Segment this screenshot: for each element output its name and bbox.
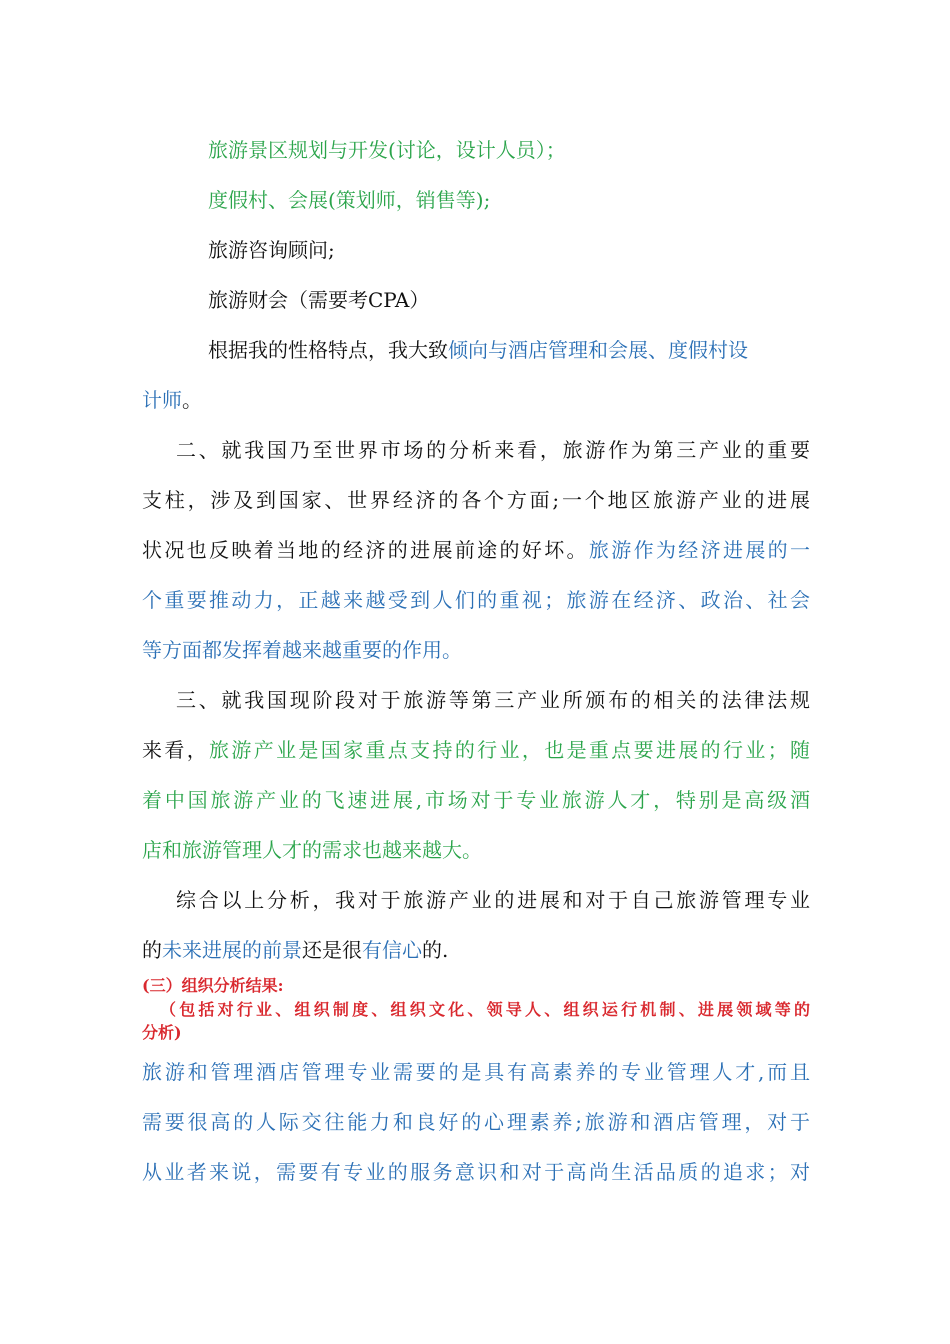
policy-analysis-line3: 着中国旅游产业的飞速进展,市场对于专业旅游人才，特别是高级酒 [142, 788, 810, 812]
market-analysis-line4: 个重要推动力，正越来越受到人们的重视；旅游在经济、政治、社会 [142, 588, 810, 612]
highlight-segment: 旅游作为经济进展的一 [588, 538, 811, 562]
text-segment: 来看， [142, 738, 210, 762]
personality-conclusion-line2 [142, 386, 202, 414]
highlight-segment: 旅游产业是国家重点支持的行业，也是重点要进展的行业；随 [209, 738, 811, 762]
section-subheading-line1: （包括对行业、组织制度、组织文化、领导人、组织运行机制、进展领域等的 [160, 1000, 810, 1019]
summary-line2 [142, 936, 448, 964]
personality-conclusion-line1 [208, 336, 748, 364]
market-analysis-line3 [142, 536, 810, 564]
market-analysis-line5: 等方面都发挥着越来越重要的作用。 [142, 638, 462, 662]
market-analysis-line1: 二、就我国乃至世界市场的分析来看，旅游作为第三产业的重要 [176, 438, 810, 462]
policy-analysis-line2 [142, 736, 810, 764]
organization-analysis-line3: 从业者来说，需要有专业的服务意识和对于高尚生活品质的追求；对 [142, 1160, 810, 1184]
text-segment: 状况也反映着当地的经济的进展前途的好坏。 [142, 538, 589, 562]
text-segment: 。 [182, 388, 202, 412]
policy-analysis-line1: 三、就我国现阶段对于旅游等第三产业所颁布的相关的法律法规 [176, 688, 810, 712]
career-item-resort-convention: 度假村、会展(策划师，销售等); [208, 188, 491, 212]
text-segment: 根据我的性格特点，我大致 [208, 338, 448, 362]
text-segment: 的. [422, 938, 449, 962]
summary-line1: 综合以上分析，我对于旅游产业的进展和对于自己旅游管理专业 [176, 888, 810, 912]
policy-analysis-line4: 店和旅游管理人才的需求也越来越大。 [142, 838, 482, 862]
highlight-segment: 未来进展的前景 [162, 938, 302, 962]
organization-analysis-line1: 旅游和管理酒店管理专业需要的是具有高素养的专业管理人才,而且 [142, 1060, 810, 1084]
market-analysis-line2: 支柱，涉及到国家、世界经济的各个方面;一个地区旅游产业的进展 [142, 488, 810, 512]
career-item-travel-accounting: 旅游财会（需要考CPA） [208, 288, 430, 312]
section-subheading-line2: 分析) [142, 1023, 182, 1042]
highlight-segment: 有信心 [362, 938, 422, 962]
highlight-segment: 倾向与酒店管理和会展、度假村设 [448, 338, 748, 362]
career-item-travel-consultant: 旅游咨询顾问; [208, 238, 335, 262]
text-segment: 的 [142, 938, 162, 962]
section-heading-organization-analysis: (三）组织分析结果: [142, 976, 284, 995]
highlight-segment: 计师 [142, 388, 182, 412]
career-item-scenic-planning: 旅游景区规划与开发(讨论，设计人员）； [208, 138, 566, 162]
organization-analysis-line2: 需要很高的人际交往能力和良好的心理素养;旅游和酒店管理，对于 [142, 1110, 810, 1134]
text-segment: 还是很 [302, 938, 362, 962]
